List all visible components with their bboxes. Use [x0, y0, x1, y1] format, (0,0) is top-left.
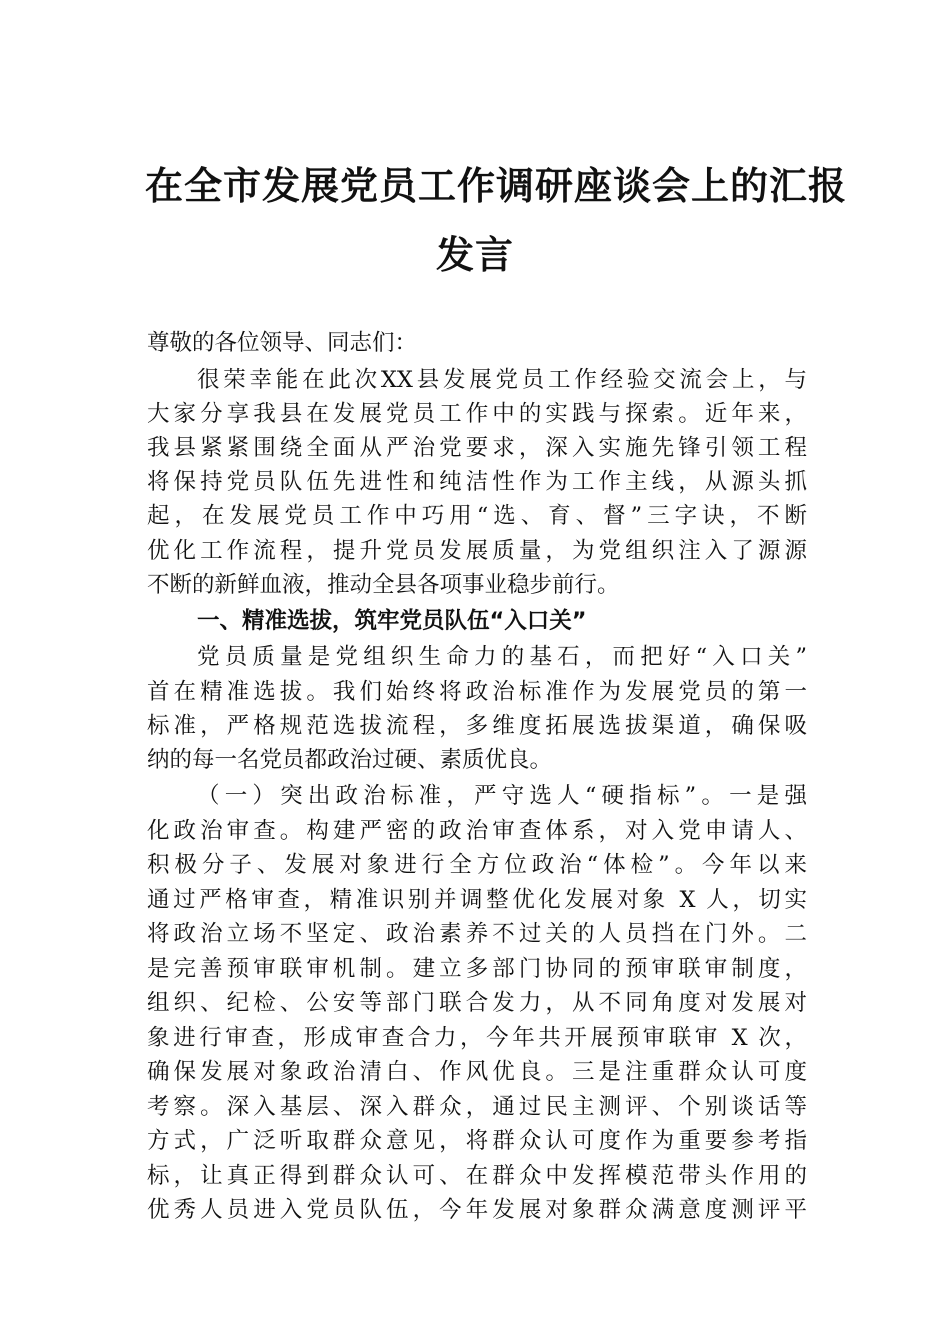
subsection1-line: 考察。深入基层、深入群众，通过民主测评、个别谈话等 — [147, 1094, 807, 1120]
section1-line: 纳的每一名党员都政治过硬、素质优良。 — [147, 747, 553, 773]
salutation: 尊敬的各位领导、同志们： — [147, 330, 418, 356]
subsection1-line: 将政治立场不坚定、政治素养不过关的人员挡在门外。二 — [147, 921, 807, 947]
section1-line: 首在精准选拔。我们始终将政治标准作为发展党员的第一 — [147, 679, 807, 705]
section1-line: 党员质量是党组织生命力的基石，而把好“入口关” — [197, 644, 807, 670]
subsection1-line: （一）突出政治标准，严守选人“硬指标”。一是强 — [197, 783, 807, 809]
intro-line: 优化工作流程，提升党员发展质量，为党组织注入了源源 — [147, 538, 807, 564]
subsection1-line: 积极分子、发展对象进行全方位政治“体检”。今年以来 — [147, 852, 807, 878]
intro-line: 很荣幸能在此次XX县发展党员工作经验交流会上，与 — [197, 367, 807, 393]
subsection1-line: 标，让真正得到群众认可、在群众中发挥模范带头作用的 — [147, 1163, 807, 1189]
subsection1-line: 组织、纪检、公安等部门联合发力，从不同角度对发展对 — [147, 990, 807, 1016]
intro-line: 我县紧紧围绕全面从严治党要求，深入实施先锋引领工程 — [147, 435, 807, 461]
subsection1-line: 优秀人员进入党员队伍，今年发展对象群众满意度测评平 — [147, 1197, 807, 1223]
subsection1-line: 方式，广泛听取群众意见，将群众认可度作为重要参考指 — [147, 1128, 807, 1154]
document-title-line-1: 在全市发展党员工作调研座谈会上的汇报 — [145, 163, 848, 208]
intro-line: 大家分享我县在发展党员工作中的实践与探索。近年来， — [147, 401, 807, 427]
section1-line: 标准，严格规范选拔流程，多维度拓展选拔渠道，确保吸 — [147, 713, 807, 739]
intro-line: 起，在发展党员工作中巧用“选、育、督”三字诀，不断 — [147, 503, 807, 529]
subsection1-line: 确保发展对象政治清白、作风优良。三是注重群众认可度 — [147, 1059, 807, 1085]
intro-line: 不断的新鲜血液，推动全县各项事业稳步前行。 — [147, 572, 620, 598]
subsection1-line: 通过严格审查，精准识别并调整优化发展对象 X 人，切实 — [147, 887, 807, 913]
subsection1-line: 象进行审查，形成审查合力，今年共开展预审联审 X 次， — [147, 1025, 807, 1051]
document-title-line-2: 发言 — [435, 232, 514, 277]
subsection1-line: 是完善预审联审机制。建立多部门协同的预审联审制度， — [147, 956, 807, 982]
intro-line: 将保持党员队伍先进性和纯洁性作为工作主线，从源头抓 — [147, 469, 807, 495]
section-heading: 一、精准选拔，筑牢党员队伍“入口关” — [197, 608, 587, 634]
subsection1-line: 化政治审查。构建严密的政治审查体系，对入党申请人、 — [147, 818, 807, 844]
